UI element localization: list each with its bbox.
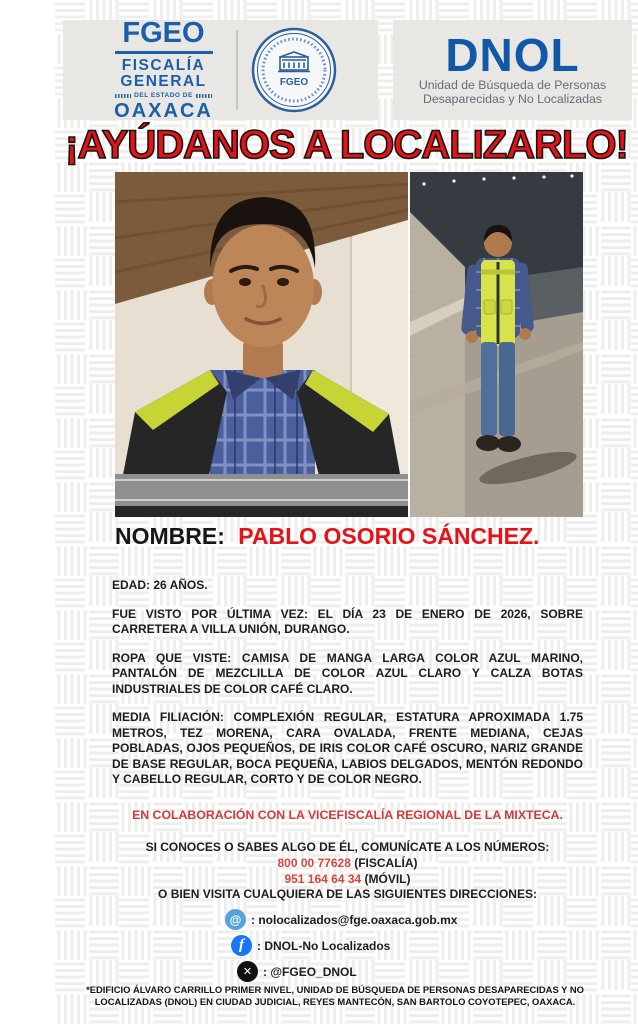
name-label: NOMBRE: — [115, 523, 225, 549]
footer-address — [40, 984, 630, 1007]
dnol-acronym: DNOL — [445, 28, 580, 81]
facebook-label: : DNOL-No Localizados — [257, 938, 391, 953]
photo-full-body — [410, 172, 583, 517]
phone-fiscalia-label: (FISCALÍA) — [350, 855, 418, 870]
detail-last-seen: FUE VISTO POR ÚLTIMA VEZ: EL DÍA 23 DE ENERO DE 2026, SOBRE CARRETERA A VILLA UNIÓN, DURANGO. — [112, 606, 583, 636]
fgeo-name-line2: GENERAL — [120, 73, 207, 91]
hash-line-left — [115, 94, 131, 98]
name-line — [115, 523, 539, 550]
selfie-illustration — [115, 172, 408, 517]
fgeo-name-line4: OAXACA — [114, 100, 213, 123]
fgeo-logo — [105, 16, 223, 123]
social-row-email — [225, 908, 457, 931]
detail-description: MEDIA FILIACIÓN: COMPLEXIÓN REGULAR, ESTATURA APROXIMADA 1.75 METROS, TEZ MORENA, CARA OVALADA, FRENTE MEDIANA, CEJAS POBLADAS, OJOS PEQUEÑOS, DE IRIS COLOR CAFÉ OSCURO, NARIZ GRANDE DE BASE REGULAR, BOCA PEQUEÑA, LABIOS DELGADOS, MENTÓN REDONDO Y CABELLO REGULAR, CORTO Y DE COLOR NEGRO. — [112, 710, 583, 786]
hash-line-right — [196, 94, 212, 98]
fgeo-wordmark: FGEO — [122, 16, 205, 49]
x-label: : @FGEO_DNOL — [263, 964, 357, 979]
photos — [115, 172, 583, 517]
photo-selfie — [115, 172, 408, 517]
social-row-facebook — [231, 934, 457, 957]
fgeo-estado-row — [105, 93, 223, 100]
x-icon — [237, 961, 258, 982]
full-body-illustration — [410, 172, 583, 517]
detail-age: EDAD: 26 AÑOS. — [112, 578, 208, 592]
contact-section — [112, 840, 583, 903]
header-dnol-block — [393, 20, 632, 120]
email-icon — [225, 909, 246, 930]
dnol-subtitle-line2: Desaparecidas y No Localizadas — [422, 92, 603, 107]
facebook-icon — [231, 935, 252, 956]
contact-intro: SI CONOCES O SABES ALGO DE ÉL, COMUNÍCATE A LOS NÚMEROS: — [145, 840, 550, 854]
detail-clothing: ROPA QUE VISTE: CAMISA DE MANGA LARGA COLOR AZUL MARINO, PANTALÓN DE MEZCLILLA DE COLOR AZUL CLARO Y CALZA BOTAS INDUSTRIALES DE COLOR CAFÉ CLARO. — [112, 650, 583, 696]
fgeo-logo-rule — [115, 51, 213, 54]
dnol-subtitle-line1: Unidad de Búsqueda de Personas — [418, 78, 607, 93]
phone-movil-label: (MÓVIL) — [361, 871, 411, 886]
headline: ¡AYÚDANOS A LOCALIZARLO! — [65, 123, 628, 167]
logo-divider — [236, 30, 238, 110]
header-fgeo-block — [63, 16, 378, 123]
footer-line2: LOCALIZADAS (DNOL) EN CIUDAD JUDICIAL, REYES MANTECÓN, SAN BARTOLO COYOTEPEC, OAXACA. — [94, 995, 576, 1007]
fgeo-name-line1: FISCALÍA — [121, 56, 206, 74]
fgeo-name-line3: DEL ESTADO DE — [134, 91, 193, 99]
social-row-x — [237, 960, 457, 983]
svg-text:FGEO: FGEO — [279, 77, 308, 88]
phone-fiscalia — [112, 856, 583, 872]
collaboration-note: EN COLABORACIÓN CON LA VICEFISCALÍA REGIONAL DE LA MIXTECA. — [132, 808, 563, 822]
name-value: PABLO OSORIO SÁNCHEZ. — [238, 523, 540, 549]
email-label: : nolocalizados@fge.oaxaca.gob.mx — [251, 912, 458, 927]
fgeo-seal-icon — [251, 27, 337, 113]
phone-fiscalia-number: 800 00 77628 — [277, 855, 351, 870]
social-section — [225, 908, 457, 983]
dnol-subtitle — [419, 78, 606, 106]
phone-movil-number: 951 164 64 34 — [284, 871, 362, 886]
details-section — [112, 578, 583, 788]
contact-outro: O BIEN VISITA CUALQUIERA DE LAS SIGUIENTES DIRECCIONES: — [158, 887, 537, 902]
footer-line1: *EDIFICIO ÁLVARO CARRILLO PRIMER NIVEL, UNIDAD DE BÚSQUEDA DE PERSONAS DESAPARECIDAS Y NO — [86, 984, 584, 995]
phone-movil — [112, 872, 583, 888]
